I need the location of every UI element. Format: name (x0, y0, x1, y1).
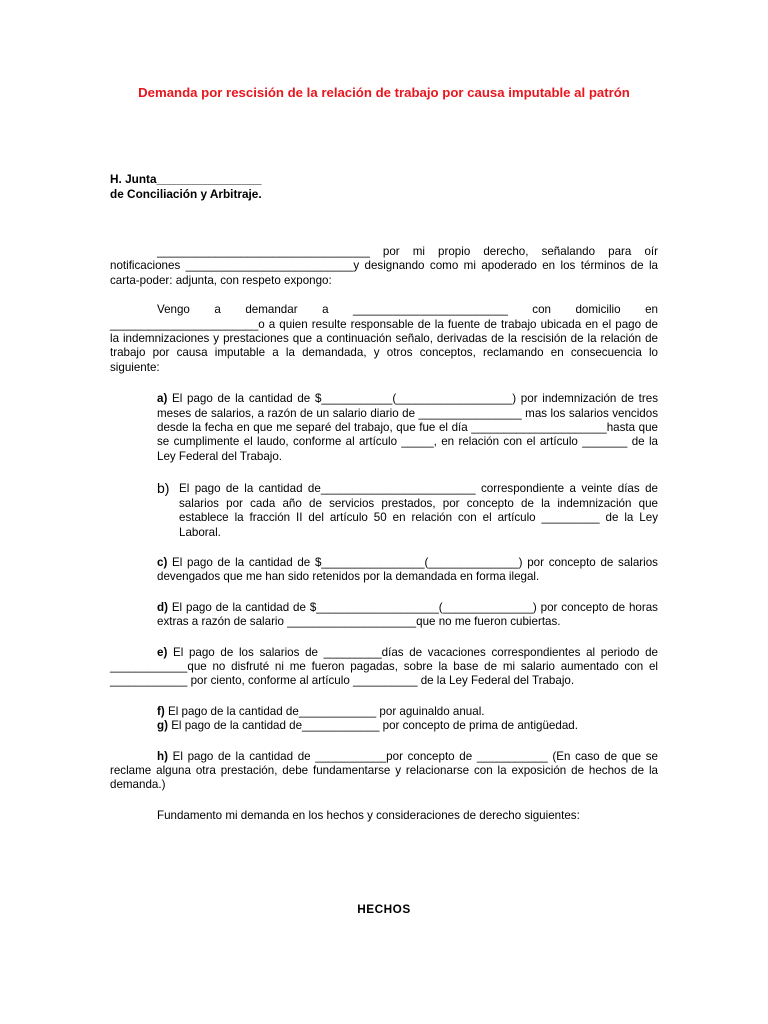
claim-item-f (157, 705, 658, 719)
claim-text-a: El pago de la cantidad de $___________(__________________) por indemnización de tres meses de salarios, a razón de un salario diario de ________________ mas los salarios vencidos desde la fecha en que me separé del trabajo, que fue el día _____________________hasta que se cumplimente el laudo, conforme al artículo _____, en relación con el artículo _______ de la Ley Federal del Trabajo. (157, 392, 658, 463)
claim-label-b: b) (157, 480, 170, 497)
claim-item-c (157, 556, 658, 585)
addressee-conciliacion: de Conciliación y Arbitraje. (110, 187, 262, 201)
document-page (110, 84, 658, 916)
addressee-junta: H. Junta________________ (110, 172, 262, 186)
claim-label-g: g) (157, 719, 168, 733)
claim-label-c: c) (157, 555, 168, 569)
intro-paragraph: _________________________________ por mi propio derecho, señalando para oír notificaciones __________________________y designando como mi apoderado en los términos de la carta-poder: adjunta, con respeto expongo: (110, 245, 658, 287)
claim-text-d: El pago de la cantidad de $___________________(______________) por concepto de horas extras a razón de salario ____________________que no me fueron cubiertas. (157, 600, 658, 629)
claim-item-g (157, 719, 658, 733)
claim-item-b (157, 482, 658, 540)
claim-text-c: El pago de la cantidad de $________________(______________) por concepto de salarios devengados que me han sido retenidos por la demandada en forma ilegal. (157, 555, 658, 584)
claim-text-h: El pago de la cantidad de ___________por concepto de ___________ (En caso de que se reclame alguna otra prestación, debe fundamentarse y relacionarse con la exposición de hechos de la demanda.) (110, 749, 658, 792)
claim-label-h: h) (157, 749, 168, 763)
addressee-block (110, 172, 658, 202)
document-title: Demanda por rescisión de la relación de trabajo por causa imputable al patrón (138, 85, 630, 100)
claim-item-a (157, 392, 658, 464)
claim-item-d (157, 601, 658, 630)
fundamento-paragraph: Fundamento mi demanda en los hechos y consideraciones de derecho siguientes: (157, 808, 580, 822)
hechos-heading: HECHOS (357, 902, 411, 916)
claim-text-e: El pago de los salarios de _________días de vacaciones correspondientes al periodo de ____________que no disfruté ni me fueron pagadas, sobre la base de mi salario aumentado con el ____________ por ciento, conforme al artículo __________ de la Ley Federal del Trabajo. (110, 645, 658, 688)
claim-text-g: El pago de la cantidad de____________ por concepto de prima de antigüedad. (171, 719, 578, 733)
claim-label-d: d) (157, 600, 168, 614)
claim-item-e (110, 646, 658, 689)
vengo-paragraph: Vengo a demandar a ________________________ con domicilio en _______________________o a quien resulte responsable de la fuente de trabajo ubicada en el pago de la indemnizaciones y prestaciones que a continuación señalo, derivadas de la rescisión de la relación de trabajo por causa imputable a la demandada, y otros conceptos, reclamando en consecuencia lo siguiente: (110, 303, 658, 374)
claim-label-a: a) (157, 392, 168, 406)
claim-text-f: El pago de la cantidad de____________ por aguinaldo anual. (167, 704, 485, 718)
claim-label-e: e) (157, 645, 168, 659)
claim-item-h (110, 750, 658, 793)
claim-label-f: f) (157, 704, 165, 718)
claim-text-b: El pago de la cantidad de________________________ correspondiente a veinte días de salarios por cada año de servicios prestados, por concepto de la indemnización que establece la fracción II del artículo 50 en relación con el artículo _________ de la Ley Laboral. (179, 482, 658, 539)
